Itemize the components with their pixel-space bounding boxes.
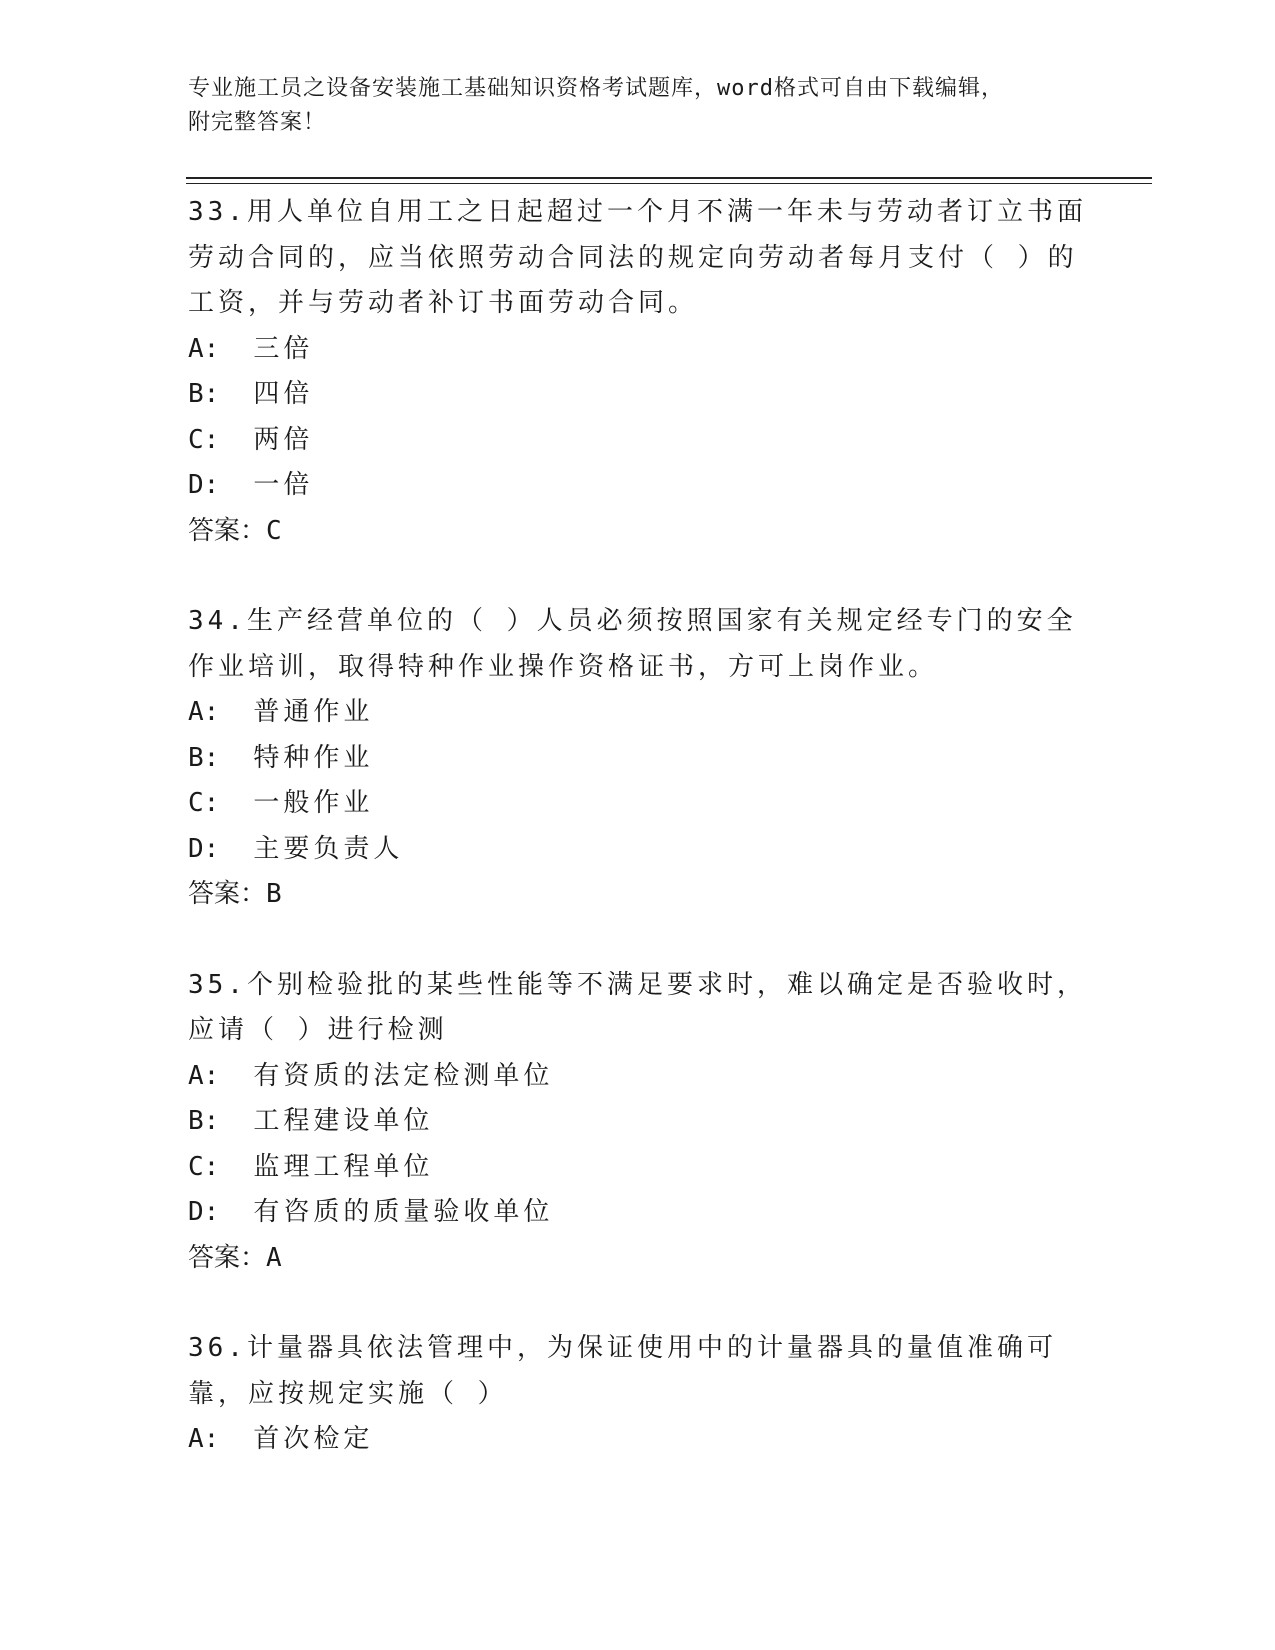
option-letter: A: [188, 333, 220, 364]
option-text: 监理工程单位 [253, 1151, 434, 1182]
option-a [188, 1417, 1088, 1463]
option-text: 一倍 [253, 470, 314, 500]
option-d [188, 827, 1088, 873]
header-line-1: 专业施工员之设备安装施工基础知识资格考试题库，word格式可自由下载编辑， [188, 76, 1004, 101]
question-text: 36.计量器具依法管理中，为保证使用中的计量器具的量值准确可靠，应按规定实施（ ） [188, 1333, 1057, 1409]
option-text: 首次检定 [253, 1424, 374, 1454]
question-36 [188, 1326, 1088, 1463]
option-text: 特种作业 [253, 742, 374, 773]
answer-line [188, 509, 1088, 555]
option-text: 有资质的法定检测单位 [253, 1060, 554, 1091]
question-34 [188, 599, 1088, 918]
question-text: 34.生产经营单位的（ ）人员必须按照国家有关规定经专门的安全作业培训，取得特种作业操作资格证书，方可上岗作业。 [188, 606, 1077, 682]
option-text: 主要负责人 [253, 833, 404, 864]
option-letter: C: [188, 788, 220, 818]
option-c [188, 1145, 1088, 1191]
answer-label: 答案： [188, 879, 267, 909]
option-letter: A: [188, 1060, 220, 1091]
answer-value: B [266, 879, 282, 909]
option-text: 两倍 [253, 424, 314, 455]
answer-line [188, 872, 1088, 918]
header-line-2: 附完整答案！ [188, 110, 327, 135]
option-b [188, 372, 1088, 418]
option-a [188, 1054, 1088, 1100]
header-rule-thick [186, 177, 1152, 179]
option-letter: A: [188, 1424, 220, 1454]
answer-value: A [266, 1242, 282, 1273]
question-35 [188, 963, 1088, 1282]
option-text: 四倍 [253, 379, 314, 409]
option-letter: D: [188, 833, 220, 864]
option-letter: D: [188, 1197, 220, 1227]
option-letter: B: [188, 742, 220, 773]
option-letter: D: [188, 470, 220, 500]
option-text: 普通作业 [253, 697, 374, 727]
question-text: 35.个别检验批的某些性能等不满足要求时，难以确定是否验收时，应请（ ）进行检测 [188, 969, 1087, 1045]
answer-label: 答案： [188, 1242, 267, 1273]
document-header [188, 72, 1088, 140]
option-letter: A: [188, 697, 220, 727]
answer-value: C [266, 515, 282, 546]
question-text: 33.用人单位自用工之日起超过一个月不满一年未与劳动者订立书面劳动合同的，应当依照劳动合同法的规定向劳动者每月支付（ ）的工资，并与劳动者补订书面劳动合同。 [188, 197, 1087, 318]
question-list [188, 190, 1088, 1508]
question-33 [188, 190, 1088, 554]
option-b [188, 1099, 1088, 1145]
option-text: 三倍 [253, 333, 314, 364]
option-d [188, 463, 1088, 509]
option-a [188, 690, 1088, 736]
option-letter: C: [188, 1151, 220, 1182]
header-rule-thin [186, 183, 1152, 184]
answer-line [188, 1236, 1088, 1282]
option-letter: B: [188, 379, 220, 409]
option-text: 一般作业 [253, 788, 374, 818]
option-text: 有咨质的质量验收单位 [253, 1197, 554, 1227]
option-letter: B: [188, 1106, 220, 1136]
answer-label: 答案： [188, 515, 267, 546]
option-text: 工程建设单位 [253, 1106, 434, 1136]
option-c [188, 781, 1088, 827]
option-letter: C: [188, 424, 220, 455]
option-b [188, 736, 1088, 782]
option-a [188, 327, 1088, 373]
option-c [188, 418, 1088, 464]
option-d [188, 1190, 1088, 1236]
